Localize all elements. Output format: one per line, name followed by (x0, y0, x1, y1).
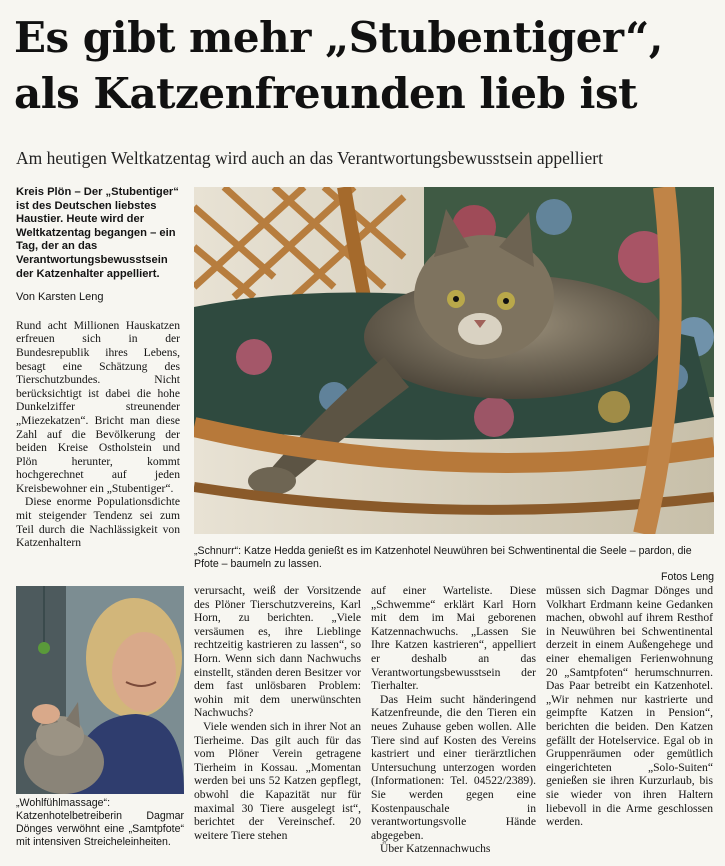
column-2 (194, 584, 361, 842)
main-photo-caption (194, 545, 714, 584)
col4-paragraph-1: müssen sich Dagmar Dönges und Volkhart Erdmann keine Gedanken machen, obwohl auf ihrem Resthof in Neuwühren bei Schwentinental derzeit in einem Außengehege und einer ehemaligen Ferienwohnung 20 „Samtpfoten“ herumschnurren. Das Paar betreibt ein Katzenhotel. „Wir nehmen nur kastrierte und geimpfte Katzen in Pension“, berichten die beiden. Den Katzen gefällt der Hotelservice. Egal ob in Gruppenräumen oder gemütlich eingerichteten „Solo-Suiten“ genießen sie ihren Kurzurlaub, bis sie wieder von ihren Haltern liebevoll in die Arme geschlossen werden. (546, 584, 713, 829)
col1-paragraph-1: Rund acht Millionen Hauskatzen erfreuen sich in der Bundesrepublik ihres Lebens, besagt eine Schätzung des Tierschutzbundes. Nicht berücksichtigt ist dabei die hohe Dunkelziffer streunender „Miezekatzen“. Bricht man diese Zahl auf die Bevölkerung der beiden Kreise Ostholstein und Plön herunter, kommt hochgerechnet auf jeden Kreisbewohner ein „Stubentiger“. (16, 318, 180, 495)
subheadline: Am heutigen Weltkatzentag wird auch an das Verantwortungsbewusstsein appelliert (16, 148, 603, 168)
col3-paragraph-1: auf einer Warteliste. Diese „Schwemme“ erklärt Karl Horn mit dem im Mai geborenen Katzennachwuchs. „Lassen Sie Ihre Katzen kastrieren“, appelliert er deshalb an das Verantwortungsbewusstsein der Tierhalter. (371, 584, 536, 693)
main-caption-text: „Schnurr“: Katze Hedda genießt es im Katzenhotel Neuwühren bei Schwentinental die Seele – pardon, die Pfote – baumeln zu lassen. (194, 545, 692, 570)
headline-line-2: als Katzenfreunden lieb ist (14, 69, 638, 118)
col3-paragraph-2: Das Heim sucht händeringend Katzenfreunde, die den Tieren ein neues Zuhause geben wollen. Alle Tiere sind auf Kosten des Vereins kastriert und einer tierärztlichen Untersuchung unterzogen worden (Informationen: Tel. 04522/2389). Sie werden gegen eine Kostenpauschale in verantwortungsvolle Hände abgegeben. (371, 692, 536, 842)
col2-paragraph-1: verursacht, weiß der Vorsitzende des Plöner Tierschutzvereins, Karl Horn, zu berichten. „Viele versäumen es, ihre Lieblinge rechtzeitig kastrieren zu lassen“, so Horn. Wenn sich dann Nachwuchs einstellt, ständen deren Besitzer vor dem fast unlösbaren Problem: wohin mit dem unerwünschten Nachwuchs? (194, 584, 361, 720)
main-photo-cat-on-chair (194, 187, 714, 534)
column-1 (16, 186, 180, 550)
woman-stroking-cat-image (16, 586, 184, 794)
photo-credit: Fotos Leng (660, 571, 714, 583)
headline-line-1: Es gibt mehr „Stubentiger“, (14, 13, 663, 62)
cat-on-wicker-chair-image (194, 187, 714, 534)
headline (14, 10, 714, 122)
col2-paragraph-2: Viele wenden sich in ihrer Not an Tierheime. Das gilt auch für das vom Plöner Verein getragene Tierheim in Kossau. „Momentan werden bei uns 52 Katzen gepflegt, obwohl die Kapazität nur für maximal 30 Tiere ausgelegt ist“, berichtet der Vereinschef. 20 weitere Tiere stehen (194, 719, 361, 842)
column-4 (546, 584, 713, 829)
small-photo-caption: „Wohlfühlmassage“: Katzenhotelbetreiberin Dagmar Dönges verwöhnt eine „Samtpfote“ mit intensiven Streicheleinheiten. (16, 797, 184, 848)
col1-paragraph-2: Diese enorme Populationsdichte mit steigender Tendenz sei zum Teil durch die Nachlässigkeit von Katzenhaltern (16, 495, 180, 550)
author-line: Von Karsten Leng (16, 291, 104, 304)
lead-paragraph: Kreis Plön – Der „Stubentiger“ ist des Deutschen liebstes Haustier. Heute wird der Weltkatzentag begangen – ein Tag, der an das Verantwortungsbewusstsein der Katzenhalter appelliert. (16, 186, 179, 280)
small-photo-woman-with-cat (16, 586, 184, 794)
column-3 (371, 584, 536, 856)
col3-paragraph-3: Über Katzennachwuchs (380, 842, 491, 856)
